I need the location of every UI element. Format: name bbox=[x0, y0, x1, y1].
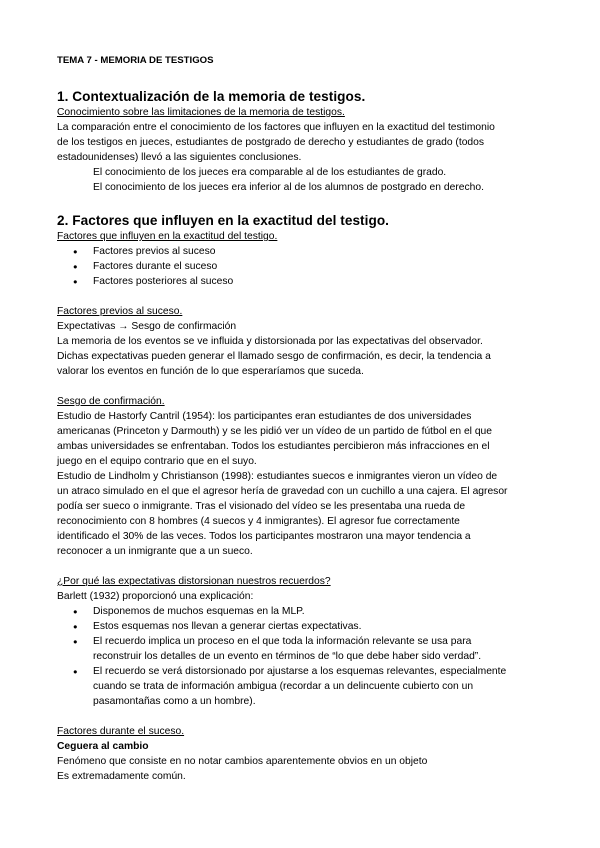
porque-intro: Barlett (1932) proporcionó una explicación: bbox=[57, 591, 254, 602]
previos-line: valorar los eventos en función de lo que esperaríamos que suceda. bbox=[57, 366, 364, 377]
durante-subheading: Factores durante el suceso. bbox=[57, 726, 185, 737]
previos-line: Dichas expectativas pueden generar el llamado sesgo de confirmación, es decir, la tendencia a bbox=[57, 351, 491, 362]
sesgo-line: identificado el 30% de las veces. Todos los participantes mostraron una mayor tendencia a bbox=[57, 531, 471, 542]
list-item-line: reconstruir los detalles de un evento en términos de “lo que debe haber sido verdad”. bbox=[93, 651, 482, 662]
section-1-line: de los testigos en jueces, estudiantes de postgrado de derecho y estudiantes de grado (todos bbox=[57, 137, 485, 148]
section-1-heading: 1. Contextualización de la memoria de testigos. bbox=[57, 89, 366, 104]
section-2-subheading: Factores que influyen en la exactitud del testigo. bbox=[57, 231, 278, 242]
list-item: ● Factores posteriores al suceso bbox=[57, 274, 547, 289]
list-item: ● Factores previos al suceso bbox=[57, 244, 547, 259]
ceguera-heading: Ceguera al cambio bbox=[57, 741, 149, 752]
list-item bbox=[57, 664, 547, 709]
sesgo-line: ambas universidades se enfrentaban. Todos los estudiantes percibieron más infracciones en el bbox=[57, 441, 490, 452]
section-1-indented-line: El conocimiento de los jueces era inferior al de los alumnos de postgrado en derecho. bbox=[93, 182, 484, 193]
expectativas-arrow-line: Expectativas → Sesgo de confirmación bbox=[57, 321, 237, 332]
sesgo-line: juego en el equipo contrario que en el suyo. bbox=[57, 456, 257, 467]
section-1-indented-line: El conocimiento de los jueces era comparable al de los estudiantes de grado. bbox=[93, 167, 447, 178]
sesgo-line: reconocimiento con 8 hombres (4 suecos y 4 inmigrantes). El agresor fue correctamente bbox=[57, 516, 460, 527]
list-item bbox=[57, 634, 547, 664]
list-item-line: ● El recuerdo se verá distorsionado por ajustarse a los esquemas relevantes, especialmente bbox=[93, 666, 507, 677]
list-item-line: Disponemos de muchos esquemas en la MLP. bbox=[93, 606, 305, 617]
factors-list bbox=[57, 244, 547, 289]
sesgo-line: podía ser sueco o inmigrante. Tras el visionado del vídeo se les presentaba una rueda de bbox=[57, 501, 466, 512]
sesgo-line: americanas (Princeton y Darmouth) y se les pidió ver un vídeo de un partido de fútbol en el que bbox=[57, 426, 493, 437]
document-title: TEMA 7 - MEMORIA DE TESTIGOS bbox=[57, 55, 214, 66]
list-item bbox=[57, 604, 547, 619]
sesgo-line: Estudio de Lindholm y Christianson (1998): estudiantes suecos e inmigrantes vieron un vídeo de bbox=[57, 471, 498, 482]
section-2-heading: 2. Factores que influyen en la exactitud del testigo. bbox=[57, 213, 389, 228]
list-item bbox=[57, 619, 547, 634]
sesgo-subheading: Sesgo de confirmación. bbox=[57, 396, 165, 407]
section-1-line: La comparación entre el conocimiento de los factores que influyen en la exactitud del testimonio bbox=[57, 122, 495, 133]
list-item-line: Estos esquemas nos llevan a generar ciertas expectativas. bbox=[93, 621, 362, 632]
barlett-list bbox=[57, 604, 547, 709]
list-item-line: pasamontañas como a un hombre). bbox=[93, 696, 256, 707]
previos-line: La memoria de los eventos se ve influida y distorsionada por las expectativas del observador. bbox=[57, 336, 483, 347]
list-item: ● Factores durante el suceso bbox=[57, 259, 547, 274]
porque-subheading: ¿Por qué las expectativas distorsionan nuestros recuerdos? bbox=[57, 576, 331, 587]
durante-line: Es extremadamente común. bbox=[57, 771, 186, 782]
section-1-line: estadounidenses) llevó a las siguientes conclusiones. bbox=[57, 152, 302, 163]
list-item-line: ● El recuerdo implica un proceso en el que toda la información relevante se usa para bbox=[93, 636, 472, 647]
previos-subheading: Factores previos al suceso. bbox=[57, 306, 183, 317]
sesgo-line: Estudio de Hastorfy Cantril (1954): los participantes eran estudiantes de dos universidades bbox=[57, 411, 472, 422]
section-1-subheading: Conocimiento sobre las limitaciones de la memoria de testigos. bbox=[57, 107, 345, 118]
sesgo-line: reconocer a un inmigrante que a un sueco. bbox=[57, 546, 253, 557]
list-item-line: cuando se trata de información ambigua (recordar a un delincuente cubierto con un bbox=[93, 681, 474, 692]
durante-line: Fenómeno que consiste en no notar cambios aparentemente obvios en un objeto bbox=[57, 756, 428, 767]
document-page bbox=[57, 55, 547, 784]
sesgo-line: un atraco simulado en el que el agresor hería de gravedad con un cuchillo a una cajera. El agresor bbox=[57, 486, 508, 497]
